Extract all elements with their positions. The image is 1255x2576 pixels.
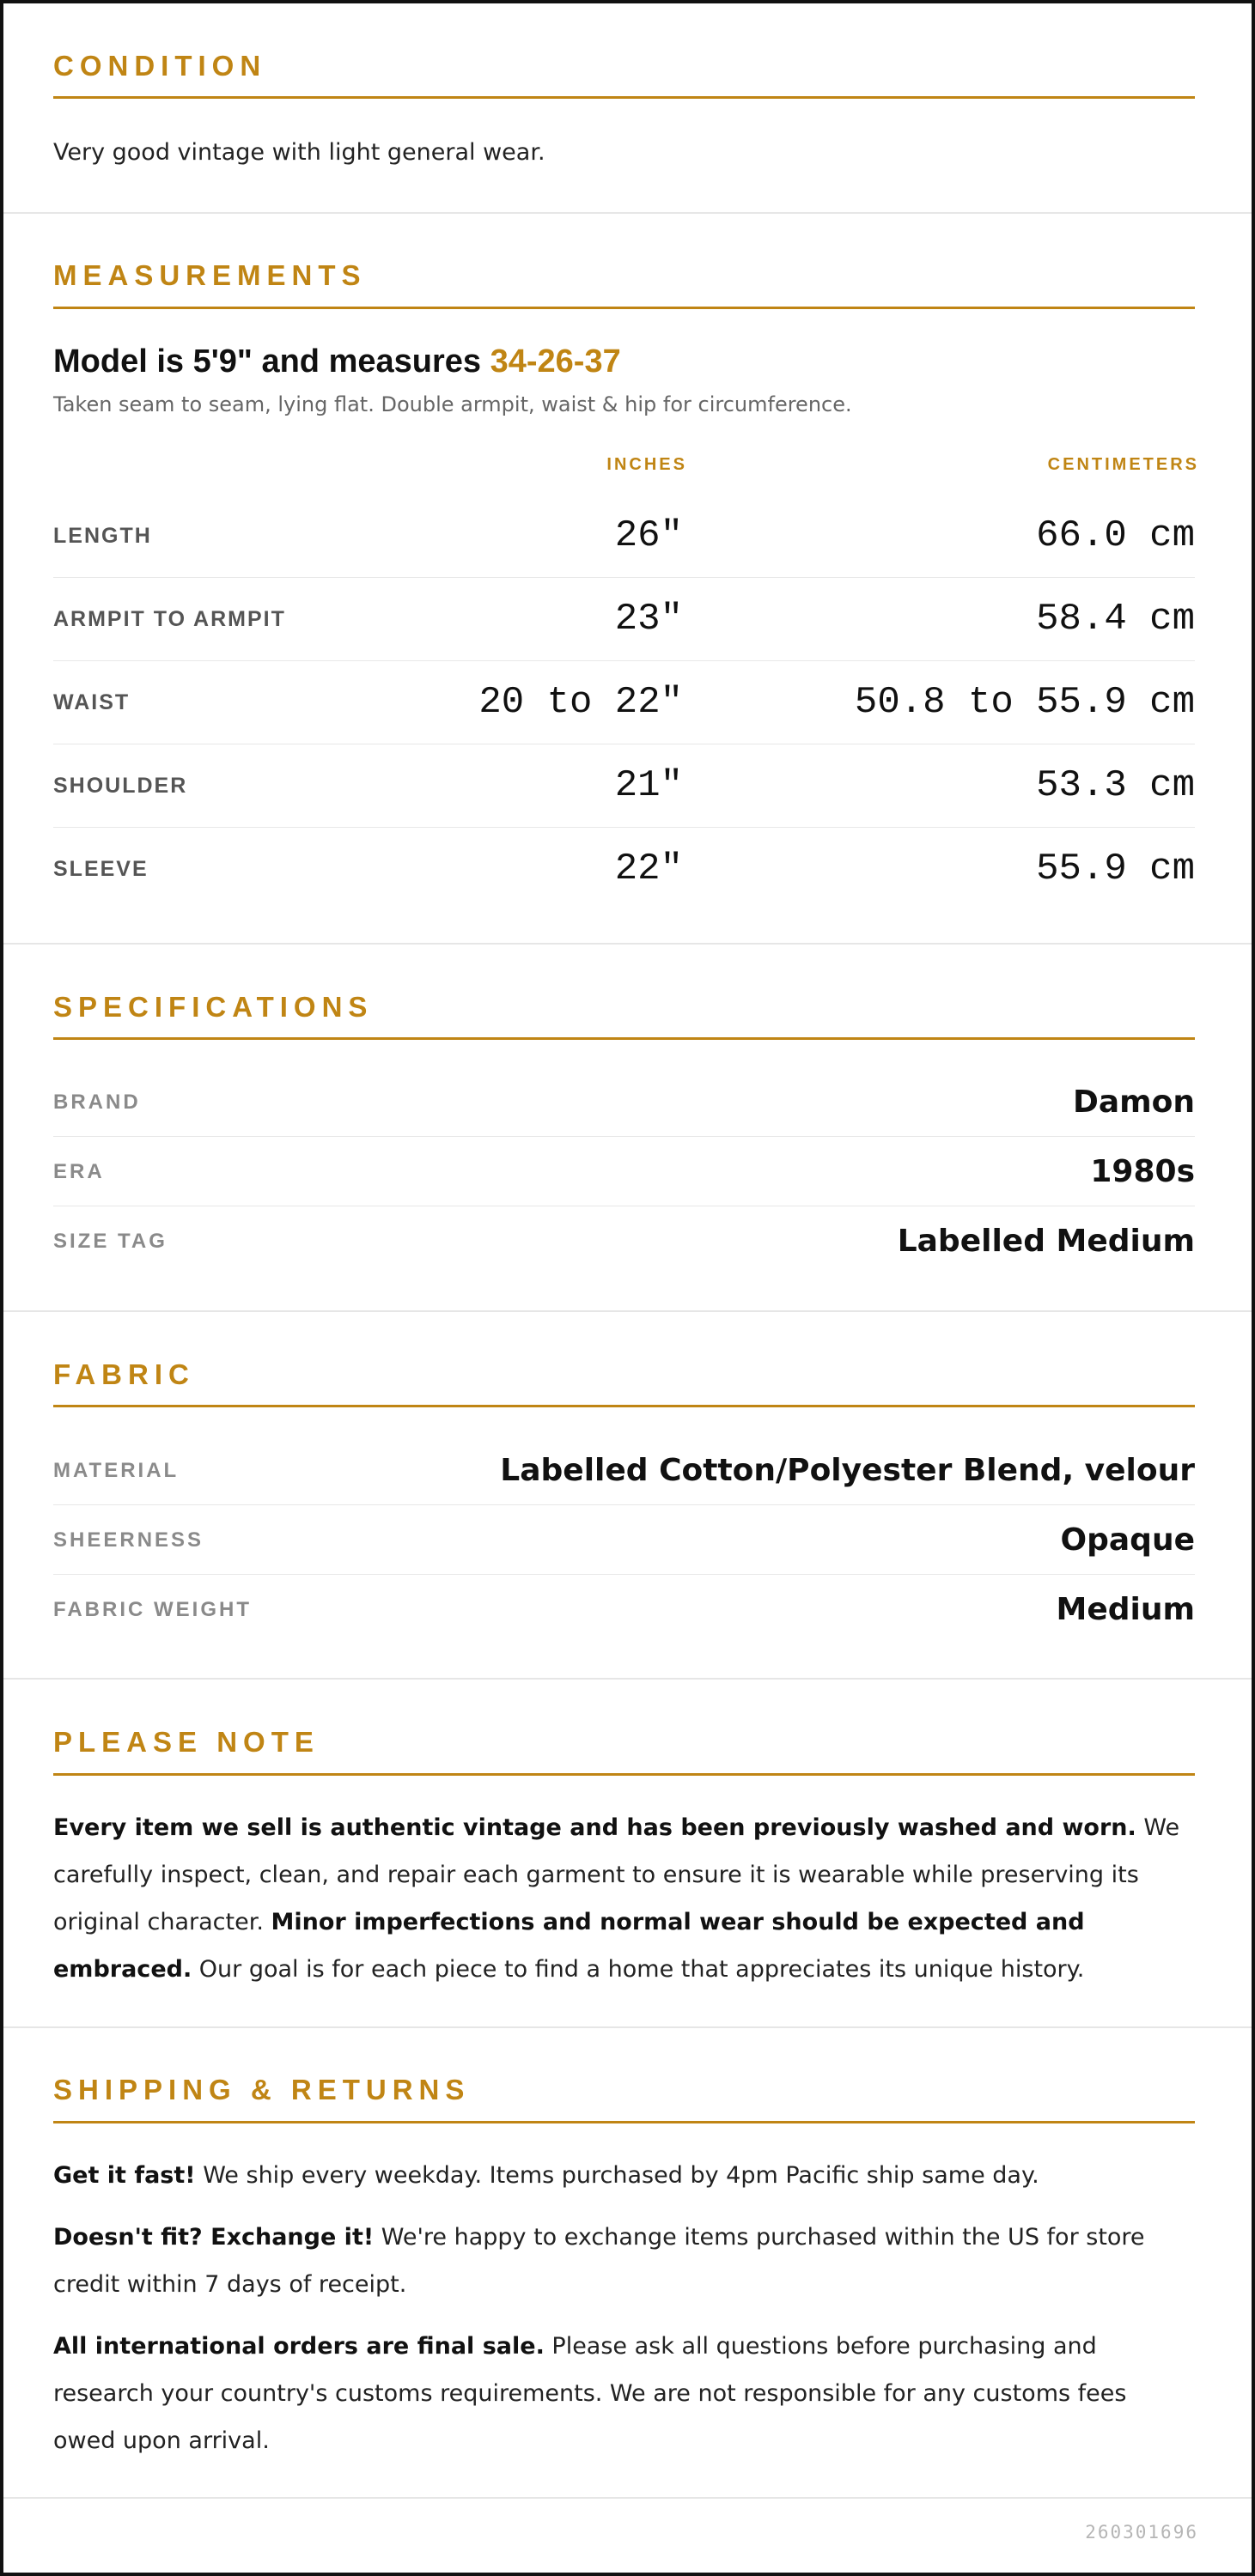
measurement-row-length (53, 495, 1195, 578)
please-note-text-2: Our goal is for each piece to find a home that appreciates its unique history. (192, 1956, 1085, 1983)
measurement-row-shoulder (53, 744, 1195, 828)
measurement-cm: 55.9 cm (1036, 848, 1195, 890)
fabric-row-weight (53, 1575, 1195, 1644)
shipping-paragraph-1 (53, 2152, 1195, 2199)
section-divider (3, 1310, 1252, 1312)
measurement-inches: 21" (614, 764, 683, 807)
measurement-inches: 26" (614, 514, 683, 557)
section-divider (3, 212, 1252, 214)
model-measures-value: 34-26-37 (490, 343, 621, 380)
shipping-text-3: Please ask all questions before purchasing and research your country's customs requirements. We are not responsible for any customs fees owed upon arrival. (53, 2333, 1127, 2454)
please-note-text-1: We carefully inspect, clean, and repair each garment to ensure it is wearable while preserving its original character. (53, 1814, 1180, 1935)
spec-label: BRAND (53, 1091, 141, 1114)
inches-column-header: INCHES (606, 455, 687, 474)
measurement-cm: 53.3 cm (1036, 764, 1195, 807)
spec-row-size-tag (53, 1206, 1195, 1276)
please-note-text (53, 1804, 1195, 1993)
measurement-label: SLEEVE (53, 857, 149, 881)
shipping-bold-2: Doesn't fit? Exchange it! (53, 2224, 375, 2251)
measurement-cm: 66.0 cm (1036, 514, 1195, 557)
section-divider (3, 943, 1252, 945)
shipping-text-1: We ship every weekday. Items purchased by 4pm Pacific ship same day. (195, 2162, 1039, 2189)
please-note-title-rule (53, 1773, 1195, 1776)
measurements-title: MEASUREMENTS (53, 259, 367, 291)
fabric-value: Opaque (1060, 1522, 1195, 1558)
measurement-label: WAIST (53, 690, 131, 714)
condition-text: Very good vintage with light general wear. (53, 139, 545, 166)
measurements-title-rule (53, 307, 1195, 309)
measurement-cm: 50.8 to 55.9 cm (854, 681, 1195, 724)
measurement-label: SHOULDER (53, 774, 188, 798)
section-divider (3, 1678, 1252, 1680)
fabric-value: Medium (1056, 1592, 1195, 1627)
fabric-label: SHEERNESS (53, 1528, 204, 1552)
shipping-title-rule (53, 2121, 1195, 2123)
measurement-label: LENGTH (53, 524, 152, 548)
please-note-bold-1: Every item we sell is authentic vintage and has been previously washed and worn. (53, 1814, 1136, 1841)
spec-value: 1980s (1090, 1154, 1195, 1189)
spec-row-brand (53, 1067, 1195, 1137)
spec-value: Damon (1072, 1084, 1195, 1120)
specifications-title-rule (53, 1037, 1195, 1040)
shipping-text-2: We're happy to exchange items purchased within the US for store credit within 7 days of receipt. (53, 2224, 1145, 2298)
fabric-title: FABRIC (53, 1358, 195, 1390)
shipping-paragraph-3 (53, 2323, 1195, 2464)
spec-value: Labelled Medium (897, 1224, 1195, 1259)
item-id: 260301696 (1085, 2522, 1198, 2543)
measurement-row-armpit (53, 578, 1195, 661)
measurement-row-waist (53, 661, 1195, 744)
please-note-bold-2: Minor imperfections and normal wear should be expected and embraced. (53, 1909, 1085, 1983)
fabric-label: MATERIAL (53, 1459, 180, 1482)
condition-title-rule (53, 96, 1195, 99)
spec-row-era (53, 1137, 1195, 1206)
measurement-cm: 58.4 cm (1036, 598, 1195, 641)
fabric-row-sheerness (53, 1505, 1195, 1575)
measurement-inches: 20 to 22" (478, 681, 683, 724)
shipping-paragraph-2 (53, 2214, 1195, 2308)
measurement-label: ARMPIT TO ARMPIT (53, 607, 286, 631)
shipping-bold-1: Get it fast! (53, 2162, 196, 2189)
measurement-inches: 22" (614, 848, 683, 890)
specifications-title: SPECIFICATIONS (53, 991, 374, 1023)
fabric-title-rule (53, 1405, 1195, 1407)
model-measures-prefix: Model is 5'9" and measures (53, 343, 490, 380)
condition-title: CONDITION (53, 50, 267, 82)
measurement-inches: 23" (614, 598, 683, 641)
shipping-title: SHIPPING & RETURNS (53, 2074, 471, 2105)
measurement-row-sleeve (53, 828, 1195, 911)
centimeters-column-header: CENTIMETERS (1047, 455, 1199, 474)
measurement-note: Taken seam to seam, lying flat. Double armpit, waist & hip for circumference. (53, 392, 852, 416)
section-divider (3, 2026, 1252, 2028)
spec-label: SIZE TAG (53, 1230, 168, 1253)
fabric-value: Labelled Cotton/Polyester Blend, velour (500, 1453, 1195, 1488)
model-measures-line (53, 342, 621, 381)
fabric-row-material (53, 1436, 1195, 1505)
please-note-title: PLEASE NOTE (53, 1726, 320, 1758)
section-divider (3, 2497, 1252, 2499)
fabric-label: FABRIC WEIGHT (53, 1598, 252, 1621)
shipping-bold-3: All international orders are final sale. (53, 2333, 545, 2360)
spec-label: ERA (53, 1160, 105, 1183)
